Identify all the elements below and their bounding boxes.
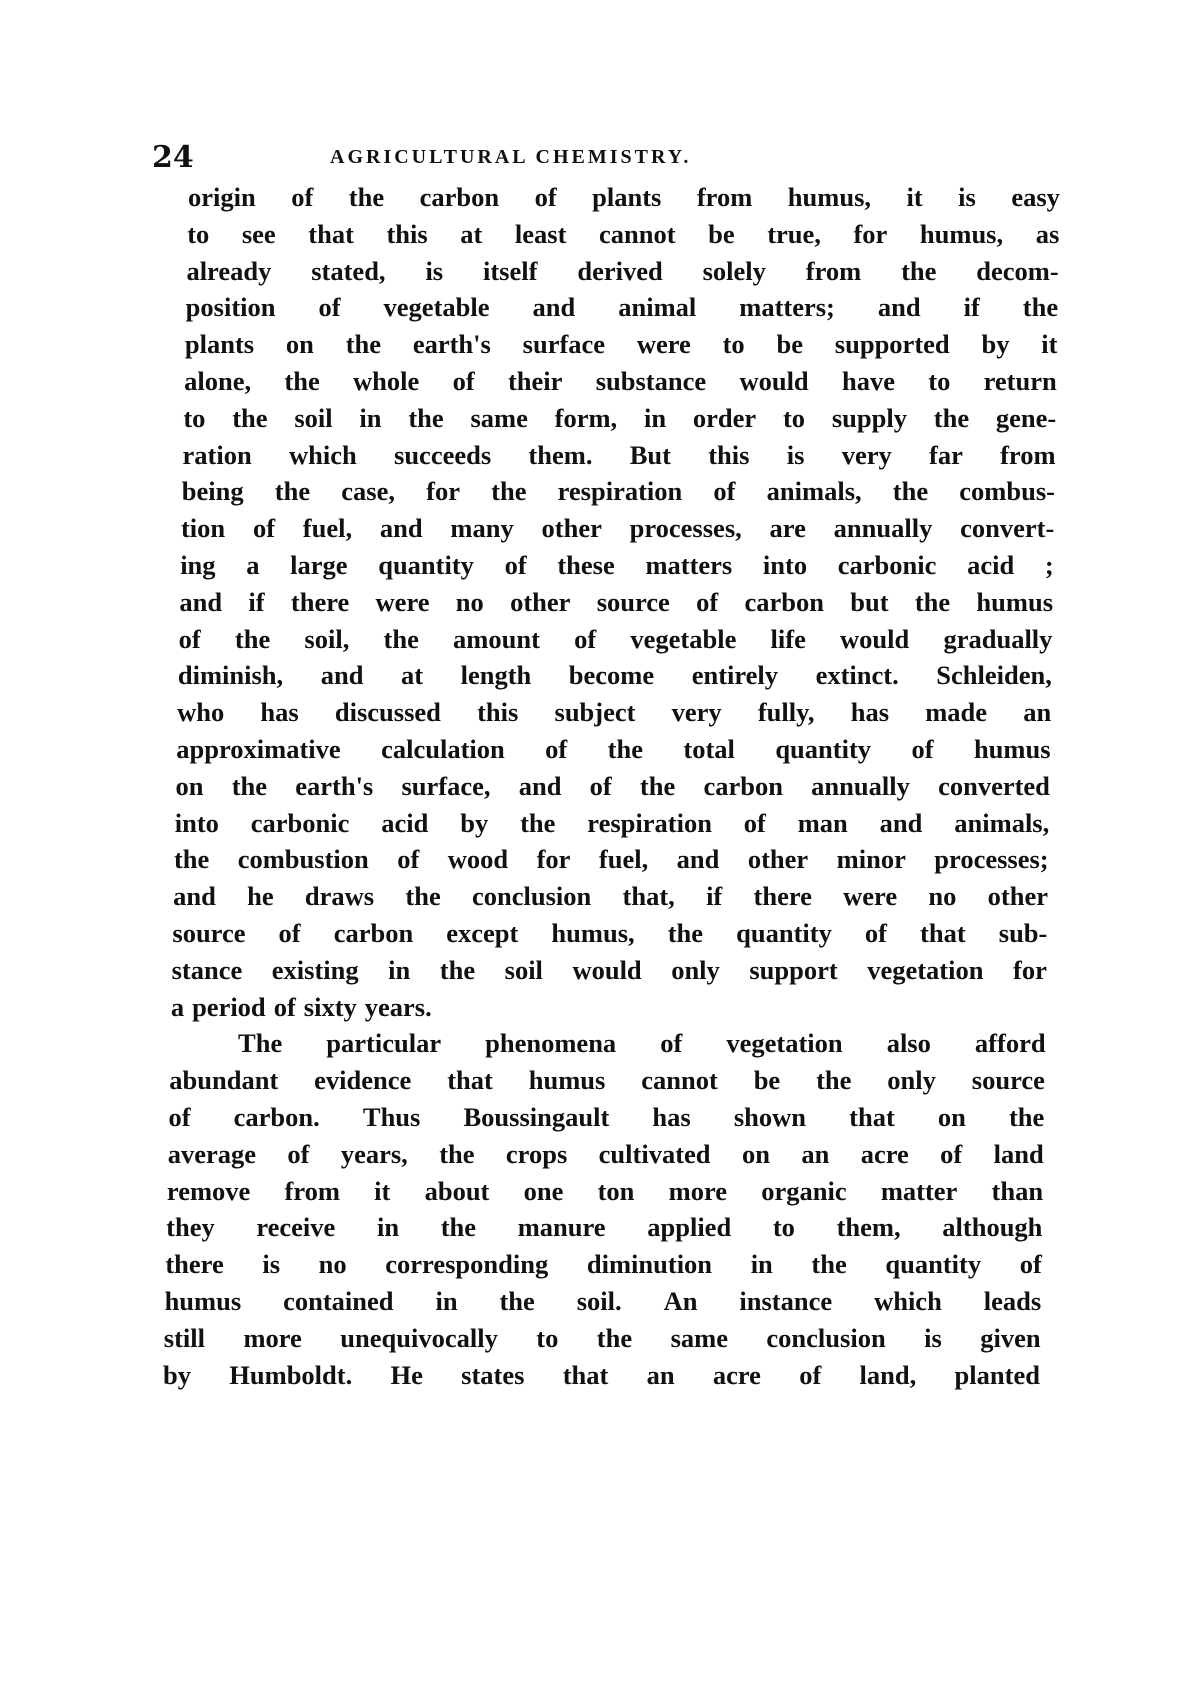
text-line: of carbon. Thus Boussingault has shown that on the: [168, 1102, 1045, 1132]
text-line: a period of sixty years.: [170, 991, 432, 1022]
text-line: to see that this at least cannot be true, for humus, as: [187, 218, 1060, 249]
text-line: they receive in the manure applied to them, although: [166, 1212, 1043, 1243]
text-line: The particular phenomena of vegetation also afford: [238, 1028, 1046, 1059]
text-line: tion of fuel, and many other processes, are annually convert-: [180, 513, 1055, 544]
text-line: position of vegetable and animal matters; and if the: [185, 292, 1059, 323]
text-line: on the earth's surface, and of the carbon annually converted: [175, 770, 1050, 801]
text-line: plants on the earth's surface were to be supported by it: [184, 329, 1058, 360]
text-line: the combustion of wood for fuel, and other minor processes;: [173, 844, 1049, 875]
text-line: ing a large quantity of these matters into carbonic acid ;: [180, 550, 1054, 580]
page-number: 24: [152, 140, 194, 175]
text-line: there is no corresponding diminution in the quantity of: [165, 1249, 1042, 1280]
text-line: abundant evidence that humus cannot be the only source: [169, 1065, 1045, 1096]
text-line: approximative calculation of the total quantity of humus: [176, 734, 1051, 764]
text-line: by Humboldt. He states that an acre of land, planted: [163, 1359, 1040, 1390]
text-line: source of carbon except humus, the quantity of that sub-: [172, 918, 1048, 948]
text-line: average of years, the crops cultivated on an acre of land: [167, 1138, 1044, 1169]
text-line: stance existing in the soil would only support vegetation for: [171, 954, 1047, 985]
text-line: being the case, for the respiration of animals, the combus-: [181, 476, 1055, 507]
running-title: AGRICULTURAL CHEMISTRY.: [330, 146, 692, 168]
text-line: humus contained in the soil. An instance which leads: [164, 1286, 1042, 1316]
text-line: already stated, is itself derived solely from the decom-: [186, 255, 1059, 286]
text-line: of the soil, the amount of vegetable life would gradually: [178, 623, 1053, 654]
text-line: remove from it about one ton more organic matter than: [166, 1175, 1044, 1206]
text-line: and if there were no other source of carbon but the humus: [179, 586, 1054, 617]
text-line: alone, the whole of their substance would have to return: [184, 366, 1057, 396]
text-line: ration which succeeds them. But this is very far from: [182, 439, 1056, 470]
text-line: diminish, and at length become entirely extinct. Schleiden,: [177, 660, 1052, 691]
text-line: who has discussed this subject very fully, has made an: [177, 697, 1052, 728]
text-line: and he draws the conclusion that, if there were no other: [173, 881, 1048, 912]
text-line: into carbonic acid by the respiration of man and animals,: [174, 807, 1050, 838]
text-line: still more unequivocally to the same conclusion is given: [163, 1322, 1041, 1353]
text-line: to the soil in the same form, in order to supply the gene-: [183, 402, 1057, 433]
text-line: origin of the carbon of plants from humus, it is easy: [188, 182, 1060, 212]
